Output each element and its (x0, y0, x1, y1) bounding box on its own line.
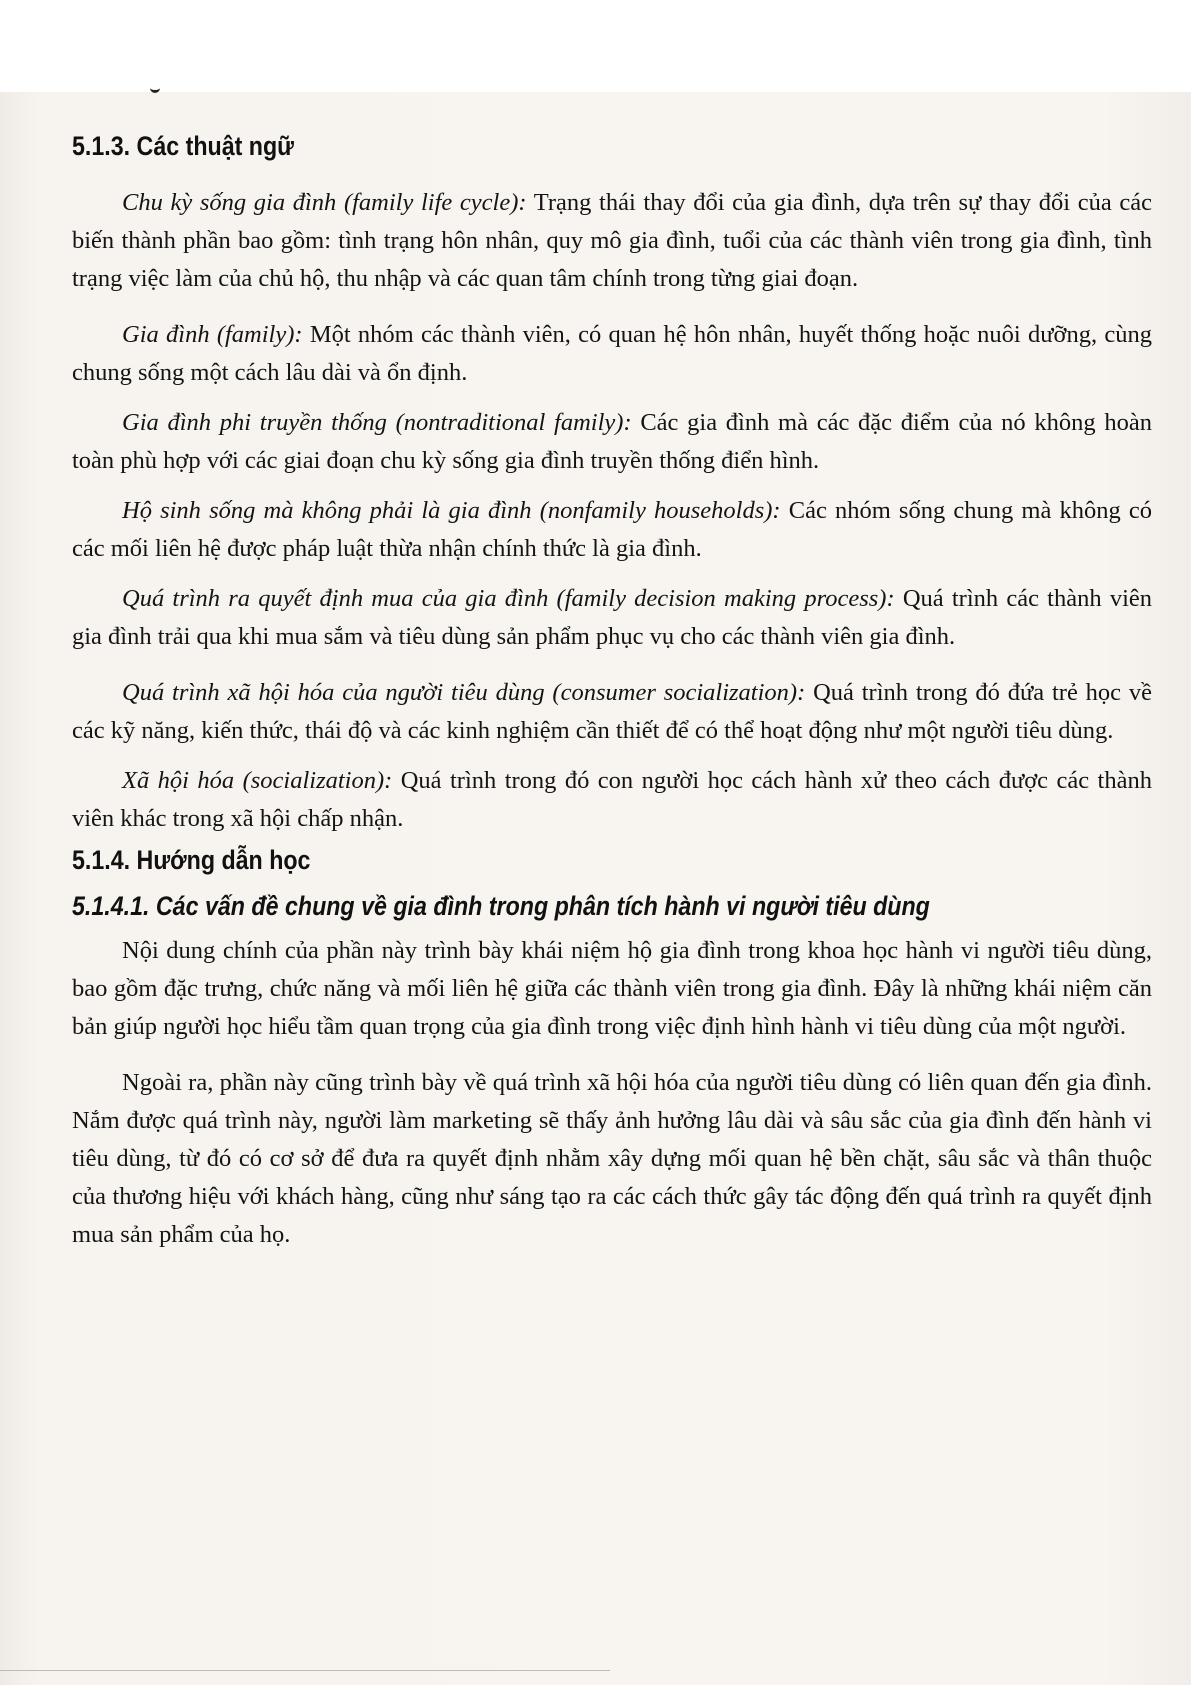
top-margin (0, 0, 1191, 92)
definition-term: Hộ sinh sống mà không phải là gia đình (nonfamily households): (122, 497, 781, 524)
definition-nontraditional-family (72, 404, 1152, 480)
section-heading-terms: 5.1.3. Các thuật ngữ (72, 131, 294, 161)
definition-text: Một nhóm các thành viên, có quan hệ hôn nhân, huyết thống hoặc nuôi dưỡng, cùng chung sống một cách lâu dài và ổn định. (72, 321, 1152, 386)
body-paragraph: Ngoài ra, phần này cũng trình bày về quá trình xã hội hóa của người tiêu dùng có liên quan đến gia đình. Nắm được quá trình này, người làm marketing sẽ thấy ảnh hưởng lâu dài và sâu sắc của gia đình đến hành vi tiêu dùng, từ đó có cơ sở để đưa ra quyết định nhằm xây dựng mối quan hệ bền chặt, sâu sắc và thân thuộc của thương hiệu với khách hàng, cũng như sáng tạo ra các cách thức gây tác động đến quá trình ra quyết định mua sản phẩm của họ. (72, 1069, 1152, 1248)
cut-off-previous-line (150, 80, 310, 100)
section-heading-study-guide: 5.1.4. Hướng dẫn học (72, 845, 311, 875)
definition-text: Quá trình trong đó đứa trẻ học về các kỹ năng, kiến thức, thái độ và các kinh nghiệm cần thiết để có thể hoạt động như một người tiêu dùng. (72, 679, 1153, 744)
definition-family-decision-making (72, 580, 1152, 656)
definition-nonfamily-households (72, 492, 1152, 568)
definition-term: Quá trình ra quyết định mua của gia đình (family decision making process): (122, 585, 895, 612)
definition-text: Quá trình các thành viên gia đình trải qua khi mua sắm và tiêu dùng sản phẩm phục vụ cho các thành viên gia đình. (72, 585, 1152, 650)
definition-socialization (72, 762, 1152, 838)
page-content (72, 128, 1152, 1254)
definition-text: Các gia đình mà các đặc điểm của nó không hoàn toàn phù hợp với các giai đoạn chu kỳ sống gia đình truyền thống điển hình. (72, 409, 1152, 474)
definition-term: Xã hội hóa (socialization): (122, 767, 393, 794)
definition-term: Quá trình xã hội hóa của người tiêu dùng (consumer socialization): (122, 679, 806, 706)
definition-text: Quá trình trong đó con người học cách hành xử theo cách được các thành viên khác trong xã hội chấp nhận. (72, 767, 1152, 832)
body-paragraph: Nội dung chính của phần này trình bày khái niệm hộ gia đình trong khoa học hành vi người tiêu dùng, bao gồm đặc trưng, chức năng và mối liên hệ giữa các thành viên trong gia đình. Đây là những khái niệm căn bản giúp người học hiểu tầm quan trọng của gia đình trong việc định hình hành vi tiêu dùng của một người. (72, 937, 1152, 1040)
subsection-heading-family-issues: 5.1.4.1. Các vấn đề chung về gia đình trong phân tích hành vi người tiêu dùng (72, 891, 930, 921)
definition-term: Gia đình phi truyền thống (nontraditional family): (122, 409, 632, 436)
definition-text: Các nhóm sống chung mà không có các mối liên hệ được pháp luật thừa nhận chính thức là gia đình. (72, 497, 1152, 562)
bottom-edge-line (0, 1670, 610, 1671)
definition-term: Gia đình (family): (122, 321, 303, 348)
definition-family (72, 316, 1152, 392)
definition-family-life-cycle (72, 184, 1152, 298)
definition-term: Chu kỳ sống gia đình (family life cycle): (122, 189, 527, 216)
definition-consumer-socialization (72, 674, 1152, 750)
definition-text: Trạng thái thay đổi của gia đình, dựa trên sự thay đổi của các biến thành phần bao gồm: tình trạng hôn nhân, quy mô gia đình, tuổi của các thành viên trong gia đình, tình trạng việc làm của chủ hộ, thu nhập và các quan tâm chính trong từng giai đoạn. (72, 189, 1152, 292)
